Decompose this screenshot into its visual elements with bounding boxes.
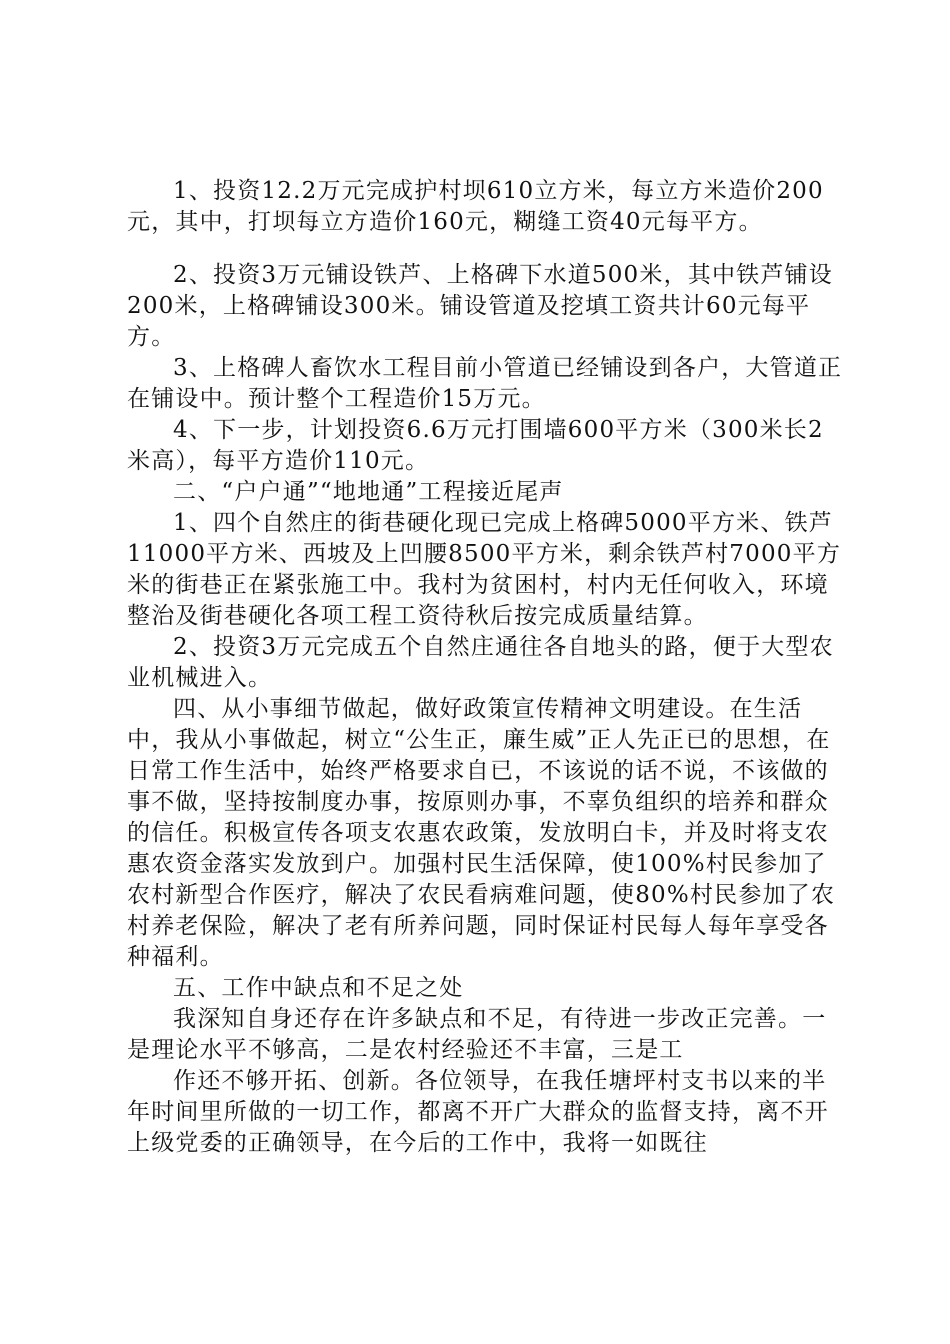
paragraph-1: 1、投资12.2万元完成护村坝610立方米，每立方米造价200元，其中，打坝每立方造价160元，糊缝工资40元每平方。 <box>127 178 824 235</box>
paragraph-4: 4、下一步，计划投资6.6万元打围墙600平方米（300米长2米高），每平方造价110元。 <box>127 417 824 474</box>
paragraph-3: 3、上格碑人畜饮水工程目前小管道已经铺设到各户，大管道正在铺设中。预计整个工程造价15万元。 <box>127 355 843 412</box>
section-heading-5: 五、工作中缺点和不足之处 <box>173 975 464 1001</box>
paragraph-2: 2、投资3万元铺设铁芦、上格碑下水道500米，其中铁芦铺设200米，上格碑铺设300米。铺设管道及挖填工资共计60元每平方。 <box>127 262 833 350</box>
paragraph-5: 1、四个自然庄的街巷硬化现已完成上格碑5000平方米、铁芦11000平方米、西坡及上凹腰8500平方米，剩余铁芦村7000平方米的街巷正在紧张施工中。我村为贫困村，村内无任何收入，环境整治及街巷硬化各项工程工资待秋后按完成质量结算。 <box>127 510 842 629</box>
section-heading-4: 四、从小事细节做起，做好政策宣传精神文明建设。在生活中，我从小事做起，树立“公生正，廉生威”正人先正已的思想，在日常工作生活中，始终严格要求自已，不该说的话不说，不该做的事不做，坚持按制度办事，按原则办事，不辜负组织的培养和群众的信任。积极宣传各项支农惠农政策，发放明白卡，并及时将支农惠农资金落实发放到户。加强村民生活保障，使100%村民参加了农村新型合作医疗，解决了农民看病难问题，使80%村民参加了农村养老保险，解决了老有所养问题，同时保证村民每人每年享受各种福利。 <box>127 696 836 970</box>
paragraph-7: 我深知自身还存在许多缺点和不足，有待进一步改正完善。一是理论水平不够高，二是农村经验还不丰富，三是工 <box>127 1006 827 1063</box>
paragraph-6: 2、投资3万元完成五个自然庄通往各自地头的路，便于大型农业机械进入。 <box>127 634 834 691</box>
paragraph-gap <box>127 238 847 260</box>
document-body <box>127 176 847 1159</box>
paragraph-8: 作还不够开拓、创新。各位领导，在我任塘坪村支书以来的半年时间里所做的一切工作，都离不开广大群众的监督支持，离不开上级党委的正确领导，在今后的工作中，我将一如既往 <box>127 1068 829 1156</box>
section-heading-2: 二、“户户通”“地地通”工程接近尾声 <box>173 479 564 505</box>
